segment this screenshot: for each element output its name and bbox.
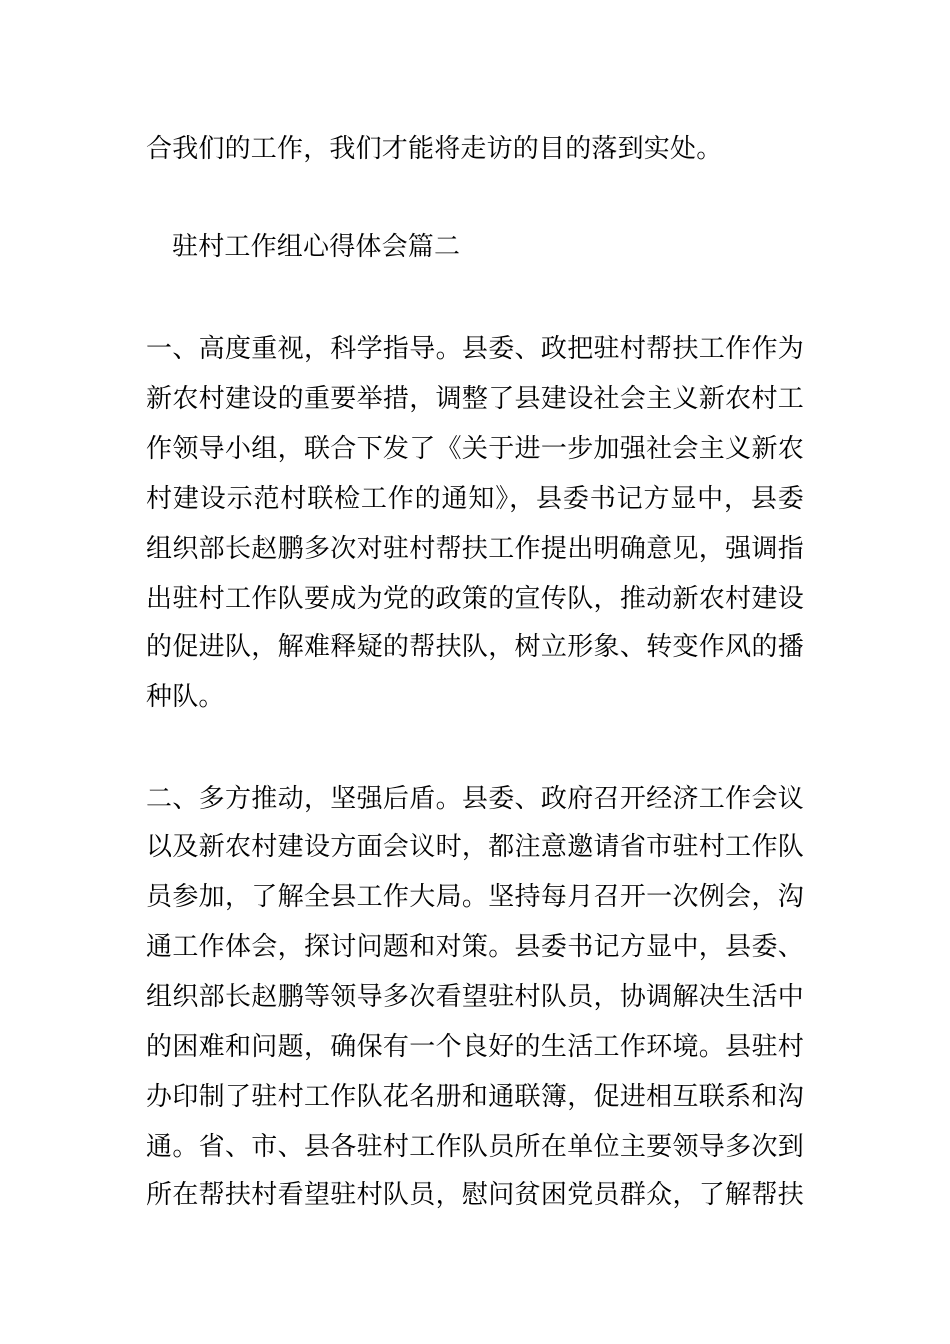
text-line: 村建设示范村联检工作的通知》，县委书记方显中，县委 xyxy=(146,484,804,514)
text-line: 以及新农村建设方面会议时，都注意邀请省市驻村工作队 xyxy=(146,832,804,862)
text-line: 合我们的工作，我们才能将走访的目的落到实处。 xyxy=(146,134,723,164)
text-line: 通工作体会，探讨问题和对策。县委书记方显中，县委、 xyxy=(146,932,804,962)
text-line: 的困难和问题，确保有一个良好的生活工作环境。县驻村 xyxy=(146,1032,804,1062)
section-heading: 驻村工作组心得体会篇二 xyxy=(172,232,461,262)
text-line: 员参加，了解全县工作大局。坚持每月召开一次例会，沟 xyxy=(146,882,804,912)
text-line: 二、多方推动，坚强后盾。县委、政府召开经济工作会议 xyxy=(146,784,804,814)
text-line: 新农村建设的重要举措，调整了县建设社会主义新农村工 xyxy=(146,384,804,414)
text-line: 办印制了驻村工作队花名册和通联簿，促进相互联系和沟 xyxy=(146,1082,804,1112)
text-line: 种队。 xyxy=(146,682,225,712)
text-line: 组织部长赵鹏多次对驻村帮扶工作提出明确意见，强调指 xyxy=(146,534,804,564)
text-line: 作领导小组，联合下发了《关于进一步加强社会主义新农 xyxy=(146,434,804,464)
text-line: 通。省、市、县各驻村工作队员所在单位主要领导多次到 xyxy=(146,1132,804,1162)
text-line: 出驻村工作队要成为党的政策的宣传队，推动新农村建设 xyxy=(146,584,804,614)
text-line: 所在帮扶村看望驻村队员，慰问贫困党员群众，了解帮扶 xyxy=(146,1180,804,1210)
text-line: 一、高度重视，科学指导。县委、政把驻村帮扶工作作为 xyxy=(146,334,804,364)
text-line: 的促进队，解难释疑的帮扶队，树立形象、转变作风的播 xyxy=(146,632,804,662)
text-line: 组织部长赵鹏等领导多次看望驻村队员，协调解决生活中 xyxy=(146,982,804,1012)
